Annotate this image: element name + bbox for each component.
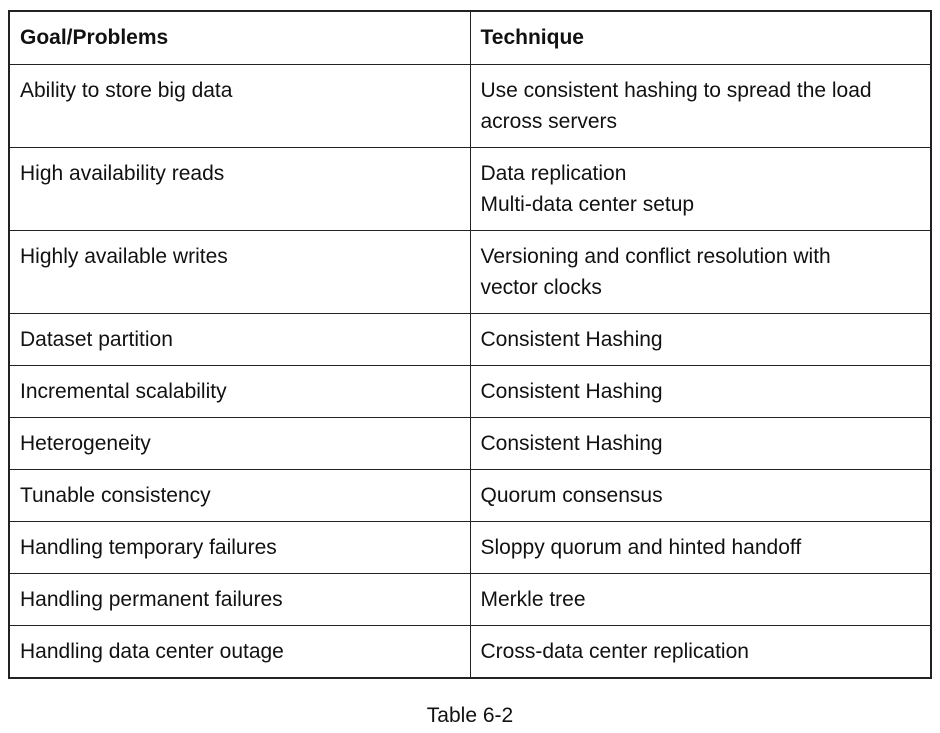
goal-cell: Heterogeneity — [9, 418, 470, 470]
table-row — [9, 231, 931, 314]
technique-line: Versioning and conflict resolution with — [480, 245, 831, 268]
goals-techniques-table — [8, 10, 932, 679]
table-caption: Table 6-2 — [426, 704, 514, 727]
technique-cell — [470, 231, 931, 314]
table-row — [9, 148, 931, 231]
technique-line: Consistent Hashing — [480, 328, 663, 351]
technique-line: Use consistent hashing to spread the load — [480, 79, 872, 102]
table-row — [9, 418, 931, 470]
goal-cell: High availability reads — [9, 148, 470, 231]
goal-cell: Highly available writes — [9, 231, 470, 314]
goal-cell: Incremental scalability — [9, 366, 470, 418]
technique-cell — [470, 626, 931, 679]
table-body — [9, 65, 931, 679]
table-container — [8, 10, 930, 679]
technique-cell — [470, 574, 931, 626]
technique-line: Merkle tree — [480, 588, 586, 611]
technique-line: Data replication — [480, 162, 627, 185]
technique-line: vector clocks — [480, 276, 602, 299]
technique-line: Multi-data center setup — [480, 193, 695, 216]
technique-line: Cross-data center replication — [480, 640, 749, 663]
technique-line: Consistent Hashing — [480, 432, 663, 455]
table-row — [9, 574, 931, 626]
technique-cell — [470, 65, 931, 148]
technique-cell — [470, 148, 931, 231]
table-row — [9, 314, 931, 366]
table-row — [9, 65, 931, 148]
goal-cell: Handling data center outage — [9, 626, 470, 679]
technique-line: Quorum consensus — [480, 484, 663, 507]
table-row — [9, 470, 931, 522]
table-row — [9, 626, 931, 679]
table-row — [9, 366, 931, 418]
column-header-technique: Technique — [470, 11, 931, 65]
technique-line: across servers — [480, 110, 618, 133]
header-row — [9, 11, 931, 65]
technique-line: Consistent Hashing — [480, 380, 663, 403]
table-row — [9, 522, 931, 574]
technique-cell — [470, 522, 931, 574]
goal-cell: Handling temporary failures — [9, 522, 470, 574]
technique-cell — [470, 470, 931, 522]
goal-cell: Dataset partition — [9, 314, 470, 366]
technique-cell — [470, 314, 931, 366]
technique-cell — [470, 418, 931, 470]
technique-line: Sloppy quorum and hinted handoff — [480, 536, 802, 559]
goal-cell: Ability to store big data — [9, 65, 470, 148]
column-header-goal: Goal/Problems — [9, 11, 470, 65]
goal-cell: Handling permanent failures — [9, 574, 470, 626]
goal-cell: Tunable consistency — [9, 470, 470, 522]
technique-cell — [470, 366, 931, 418]
